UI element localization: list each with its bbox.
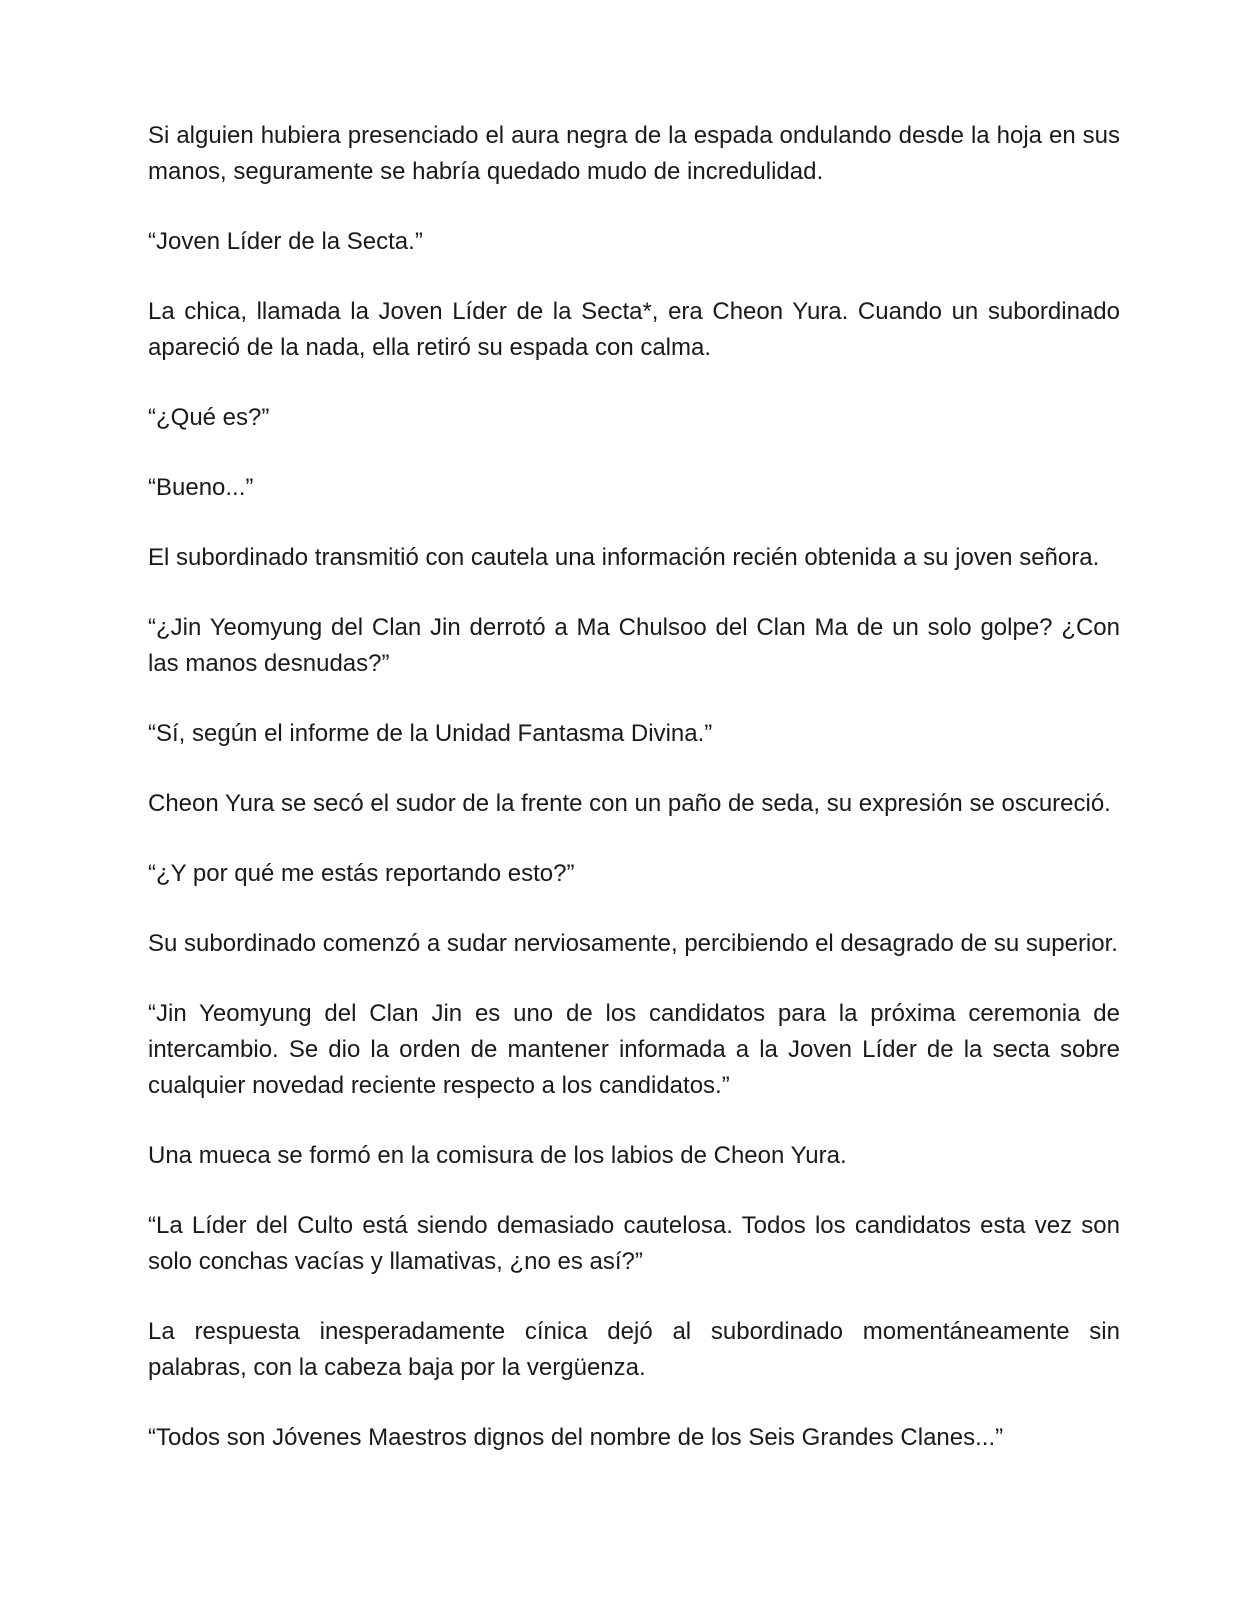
paragraph-5: “Bueno...” (148, 474, 254, 501)
paragraph-6: El subordinado transmitió con cautela una información recién obtenida a su joven señora. (148, 544, 1100, 571)
paragraph-15: La respuesta inesperadamente cínica dejó al subordinado momentáneamente sin palabras, con la cabeza baja por la vergüenza. (148, 1318, 1120, 1381)
paragraph-14: “La Líder del Culto está siendo demasiado cautelosa. Todos los candidatos esta vez son solo conchas vacías y llamativas, ¿no es así?” (148, 1212, 1120, 1275)
paragraph-10: “¿Y por qué me estás reportando esto?” (148, 860, 575, 887)
paragraph-2: “Joven Líder de la Secta.” (148, 228, 423, 255)
paragraph-16: “Todos son Jóvenes Maestros dignos del nombre de los Seis Grandes Clanes...” (148, 1424, 1004, 1451)
paragraph-1: Si alguien hubiera presenciado el aura negra de la espada ondulando desde la hoja en sus manos, seguramente se habría quedado mudo de incredulidad. (148, 122, 1120, 185)
paragraph-12: “Jin Yeomyung del Clan Jin es uno de los candidatos para la próxima ceremonia de intercambio. Se dio la orden de mantener informada a la Joven Líder de la secta sobre cualquier novedad reciente respecto a los candidatos.” (148, 1000, 1120, 1099)
paragraph-13: Una mueca se formó en la comisura de los labios de Cheon Yura. (148, 1142, 847, 1169)
paragraph-8: “Sí, según el informe de la Unidad Fantasma Divina.” (148, 720, 713, 747)
paragraph-7: “¿Jin Yeomyung del Clan Jin derrotó a Ma Chulsoo del Clan Ma de un solo golpe? ¿Con las manos desnudas?” (148, 614, 1120, 677)
paragraph-3: La chica, llamada la Joven Líder de la Secta*, era Cheon Yura. Cuando un subordinado apareció de la nada, ella retiró su espada con calma. (148, 298, 1120, 361)
paragraph-9: Cheon Yura se secó el sudor de la frente con un paño de seda, su expresión se oscureció. (148, 790, 1111, 817)
paragraph-11: Su subordinado comenzó a sudar nerviosamente, percibiendo el desagrado de su superior. (148, 930, 1118, 957)
document-body (148, 118, 1120, 1456)
paragraph-4: “¿Qué es?” (148, 404, 270, 431)
